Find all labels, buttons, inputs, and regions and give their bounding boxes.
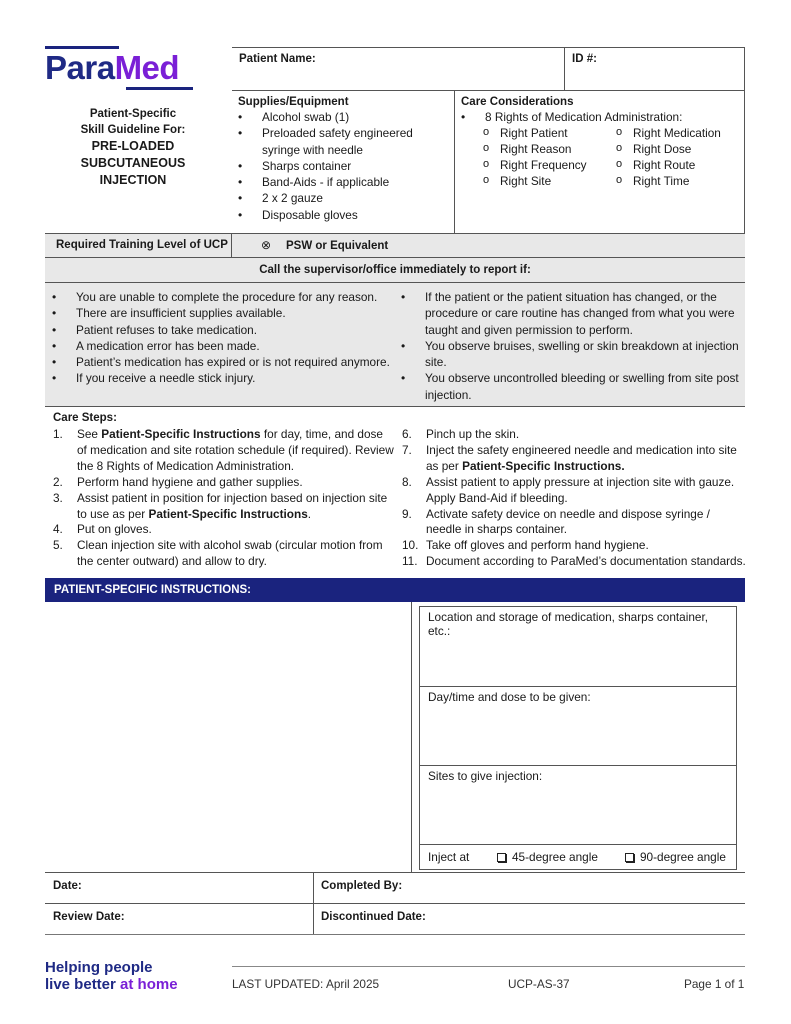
title-line: PRE-LOADED [91,139,175,153]
right-item: o Right Time [616,173,746,189]
logo-para: Para [45,49,115,86]
training-value: PSW or Equivalent [286,240,389,252]
right-item: o Right Site [483,173,616,189]
divider [411,602,412,872]
supply-item: • Preloaded safety engineered syringe with needle [238,125,448,158]
care-step [402,443,747,475]
right-item: o Right Frequency [483,157,616,173]
paramed-logo [45,46,193,90]
step-number: 8. [402,474,412,489]
inject-at-label: Inject at [428,850,470,864]
step-text-pre: Pinch up the skin. [426,427,520,441]
title-line: INJECTION [99,173,167,187]
training-check-icon: ⊗ [261,238,272,252]
right-item: o Right Medication [616,125,746,141]
review-date-label: Review Date: [53,911,125,923]
divider [45,903,745,904]
step-text-pre: Document according to ParaMed’s documentation standards. [426,554,746,569]
supplies-section [238,96,448,223]
logo-bar-bottom [126,87,193,90]
step-number: 2. [53,474,63,489]
divider [231,233,232,258]
training-label: Required Training Level of UCP [56,239,228,251]
step-text-pre: Put on gloves. [77,522,152,537]
angle-45-label: 45-degree angle [512,850,598,864]
location-storage-label: Location and storage of medication, sharps container, etc.: [428,610,709,638]
care-step [402,427,747,443]
supply-item: • Sharps container [238,158,448,174]
step-text-pre: Take off gloves and perform hand hygiene. [426,538,649,553]
report-item: • If the patient or the patient situation has changed, or the procedure or care routine has changed from what you were taught and given permission to perform. [401,289,741,338]
step-text-post: for day, time, and dose of medication and site rotation schedule (if required). Review the 8 Rights of Medication Administration. [77,427,394,473]
divider [564,47,565,90]
title-line: Skill Guideline For: [80,124,186,136]
logo-med: Med [114,49,180,86]
id-field[interactable] [605,52,740,82]
step-text-pre: Assist patient to apply pressure at injection site with gauze. Apply Band-Aid if bleeding. [426,474,735,505]
daytime-dose-label: Day/time and dose to be given: [428,690,591,704]
date-field[interactable] [90,875,305,901]
angle-90-option[interactable] [625,850,726,864]
step-text-bold: Patient-Specific Instructions. [462,458,625,473]
supplies-heading: Supplies/Equipment [238,96,349,108]
care-steps-left [53,427,395,570]
divider [45,872,745,873]
title-line: SUBCUTANEOUS [80,156,186,170]
injection-sites-field[interactable] [420,766,736,845]
right-item: o Right Reason [483,141,616,157]
step-text-pre: See [77,427,102,441]
review-date-field[interactable] [135,906,305,932]
step-number: 10. [402,538,419,553]
title-line: Patient-Specific [89,108,177,120]
call-supervisor-heading: Call the supervisor/office immediately to report if: [259,264,531,276]
checkbox-90[interactable] [625,853,634,862]
care-steps-right [402,427,747,570]
divider [45,934,745,935]
step-number: 6. [402,427,412,441]
step-number: 11. [402,554,418,569]
care-step [53,491,395,523]
call-supervisor-heading-row [45,258,745,283]
divider [232,47,745,48]
patient-name-field[interactable] [330,52,555,82]
call-supervisor-box [45,283,745,407]
step-number: 5. [53,538,63,553]
guideline-title [48,106,218,189]
report-item: • You are unable to complete the procedure for any reason. [52,289,397,305]
step-text-bold: Patient-Specific Instructions [148,506,308,521]
care-step [402,538,747,554]
tagline-accent: at home [120,976,178,993]
discontinued-date-field[interactable] [430,906,740,932]
patient-specific-box [419,606,737,870]
daytime-dose-field[interactable] [420,687,736,766]
step-text-pre: Clean injection site with alcohol swab (circular motion from the center outward) and allow to dry. [77,538,383,569]
patient-name-label: Patient Name: [239,53,316,65]
divider [232,90,745,91]
care-step [53,475,395,491]
report-item: • Patient’s medication has expired or is not required anymore. [52,354,397,370]
step-number: 7. [402,442,412,457]
date-label: Date: [53,880,82,892]
completed-by-field[interactable] [410,875,740,901]
report-item: • A medication error has been made. [52,338,397,354]
inject-angle-row [420,845,736,870]
care-steps-heading: Care Steps: [53,412,117,424]
care-step [402,475,747,507]
care-step [402,507,747,539]
angle-45-option[interactable] [497,850,598,864]
step-text-pre: Assist patient in position for injection based on injection site to use as per [77,490,388,521]
step-text-pre: Inject the safety engineered needle and medication into site as per [426,442,737,473]
rights-list [483,125,741,189]
document-code: UCP-AS-37 [508,977,570,991]
right-item: o Right Dose [616,141,746,157]
supply-item: • 2 x 2 gauze [238,190,448,206]
divider [313,872,314,934]
report-item: • There are insufficient supplies available. [52,305,397,321]
angle-90-label: 90-degree angle [640,850,726,864]
page-number: Page 1 of 1 [684,977,745,991]
report-item: • Patient refuses to take medication. [52,322,397,338]
supply-item: • Disposable gloves [238,207,448,223]
care-considerations-section [461,96,741,189]
step-number: 1. [53,427,63,441]
injection-sites-label: Sites to give injection: [428,769,543,783]
location-storage-field[interactable] [420,607,736,687]
step-text-post: . [307,506,312,521]
right-item: o Right Patient [483,125,616,141]
tagline [45,959,178,993]
discontinued-date-label: Discontinued Date: [321,911,426,923]
step-number: 4. [53,522,63,537]
patient-specific-notes-area[interactable] [45,602,411,872]
last-updated: LAST UPDATED: April 2025 [232,977,380,991]
supply-item: • Alcohol swab (1) [238,109,448,125]
care-step [53,522,395,538]
report-item: • If you receive a needle stick injury. [52,370,397,386]
id-label: ID #: [572,53,597,65]
completed-by-label: Completed By: [321,880,403,892]
step-number: 3. [53,490,63,505]
checkbox-45[interactable] [497,853,506,862]
report-item: • You observe bruises, swelling or skin breakdown at injection site. [401,338,741,371]
step-text-pre: Perform hand hygiene and gather supplies. [77,474,303,489]
tagline-line1: Helping people [45,959,153,976]
tagline-line2: live better [45,976,121,993]
right-item: o Right Route [616,157,746,173]
care-step [53,538,395,570]
care-step [53,427,395,475]
care-considerations-heading: Care Considerations [461,96,574,108]
supply-item: • Band-Aids - if applicable [238,174,448,190]
rights-bullet: • 8 Rights of Medication Administration: [461,109,741,125]
report-item: • You observe uncontrolled bleeding or swelling from site post injection. [401,370,741,403]
care-step [402,554,747,570]
step-number: 9. [402,506,412,521]
footer-divider [232,966,745,967]
divider [454,90,455,233]
step-text-bold: Patient-Specific Instructions [101,427,261,441]
patient-specific-header: PATIENT-SPECIFIC INSTRUCTIONS: [45,578,745,602]
step-text-pre: Activate safety device on needle and dispose syringe / needle in sharps container. [426,506,710,537]
